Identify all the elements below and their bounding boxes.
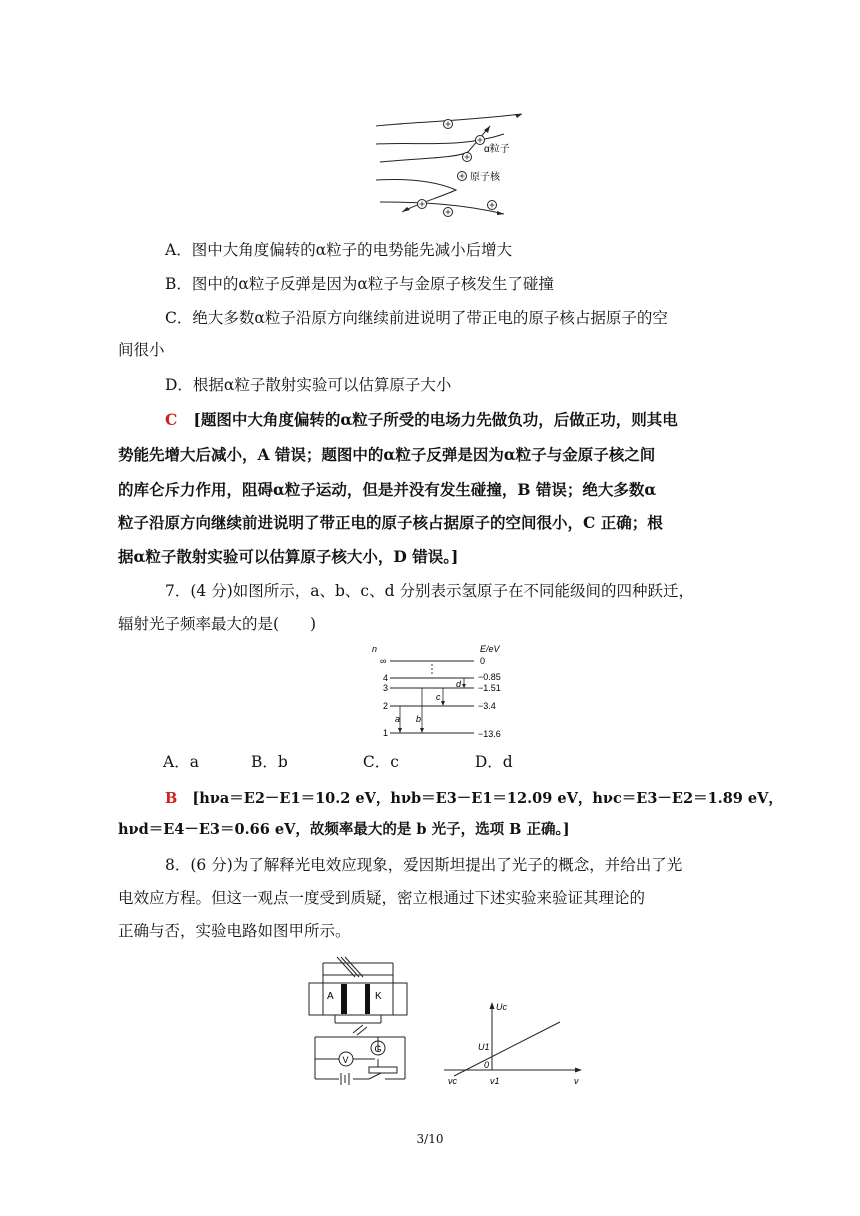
graph-x-tick-nuc: νc — [448, 1076, 457, 1086]
q7-option-a: A．a — [163, 753, 199, 771]
q6-option-c-cont: 间很小 — [118, 341, 165, 359]
q8-line-3: 正确与否，实验电路如图甲所示。 — [118, 922, 351, 940]
n-axis-label: n — [372, 644, 378, 654]
q6-answer-line-2: 势能先增大后减小，A 错误；题图中的α粒子反弹是因为α粒子与金原子核之间 — [118, 445, 656, 464]
q7-option-d: D．d — [474, 753, 513, 771]
q6-answer-line-5: 据α粒子散射实验可以估算原子核大小，D 错误。] — [118, 547, 459, 566]
uc-nu-graph — [440, 1000, 590, 1092]
voltmeter-label: V — [342, 1055, 349, 1065]
level-e-2: −3.4 — [478, 701, 496, 711]
level-n-inf: ∞ — [380, 656, 387, 666]
e-axis-label: E/eV — [480, 644, 500, 654]
page-number: 3/10 — [416, 1132, 444, 1146]
q7-answer-line-1 — [165, 787, 785, 811]
q6-option-c: C．绝大多数α粒子沿原方向继续前进说明了带正电的原子核占据原子的空 — [165, 309, 668, 327]
q6-option-b: B．图中的α粒子反弹是因为α粒子与金原子核发生了碰撞 — [165, 275, 554, 293]
q6-answer-line-3: 的库仑斥力作用，阻碍α粒子运动，但是并没有发生碰撞，B 错误；绝大多数α — [118, 480, 657, 499]
q6-answer-text-1: [题图中大角度偏转的α粒子所受的电场力先做负功，后做正功，则其电 — [193, 410, 678, 429]
q6-answer-letter: C — [165, 410, 178, 429]
transition-b: b — [416, 714, 422, 724]
q6-option-a: A．图中大角度偏转的α粒子的电势能先减小后增大 — [165, 241, 513, 259]
q6-answer-line-1 — [165, 408, 785, 432]
alpha-scattering-figure — [372, 112, 532, 224]
transition-d: d — [456, 679, 462, 689]
q7-stem-2: 辐射光子频率最大的是( ) — [118, 615, 317, 633]
energy-level-diagram — [370, 642, 520, 742]
nucleus-label: 原子核 — [470, 172, 500, 183]
electrode-k-label: K — [375, 991, 382, 1002]
level-e-inf: 0 — [480, 656, 486, 666]
q6-option-d: D．根据α粒子散射实验可以估算原子大小 — [165, 376, 452, 394]
graph-y-tick-u1: U1 — [478, 1042, 490, 1052]
graph-y-axis-label: Uc — [496, 1002, 507, 1012]
q8-line-2: 电效应方程。但这一观点一度受到质疑，密立根通过下述实验来验证其理论的 — [118, 889, 646, 907]
level-e-3: −1.51 — [478, 683, 501, 693]
level-n-3: 3 — [383, 683, 389, 693]
q7-stem-1: 7．(4 分)如图所示，a、b、c、d 分别表示氢原子在不同能级间的四种跃迁， — [165, 582, 694, 600]
q8-line-1: 8．(6 分)为了解释光电效应现象，爱因斯坦提出了光子的概念，并给出了光 — [165, 856, 683, 874]
alpha-label: α粒子 — [484, 144, 510, 155]
circuit-diagram — [305, 955, 415, 1087]
transition-c: c — [436, 692, 441, 702]
level-n-1: 1 — [383, 728, 389, 738]
level-n-2: 2 — [383, 701, 389, 711]
q7-answer-text-1: [hνa＝E2－E1＝10.2 eV，hνb＝E3－E1＝12.09 eV，hνc＝E3－E2＝1.89 eV， — [192, 790, 783, 807]
level-e-4: −0.85 — [478, 672, 501, 682]
q7-options — [163, 750, 513, 772]
galvanometer-label: G — [374, 1044, 382, 1054]
q7-option-c: C．c — [362, 753, 399, 771]
q7-option-b: B．b — [250, 753, 288, 771]
graph-origin: 0 — [484, 1060, 490, 1070]
q6-answer-line-4: 粒子沿原方向继续前进说明了带正电的原子核占据原子的空间很小，C 正确；根 — [118, 513, 663, 532]
level-n-4: 4 — [383, 673, 389, 683]
q7-answer-line-2: hνd＝E4－E3＝0.66 eV，故频率最大的是 b 光子，选项 B 正确。] — [118, 821, 570, 838]
q7-answer-letter: B — [165, 790, 178, 807]
electrode-a-label: A — [327, 991, 334, 1002]
transition-a: a — [395, 714, 401, 724]
graph-x-tick-nu1: ν1 — [490, 1076, 500, 1086]
level-e-1: −13.6 — [478, 729, 501, 739]
graph-x-axis-label: ν — [574, 1076, 579, 1086]
